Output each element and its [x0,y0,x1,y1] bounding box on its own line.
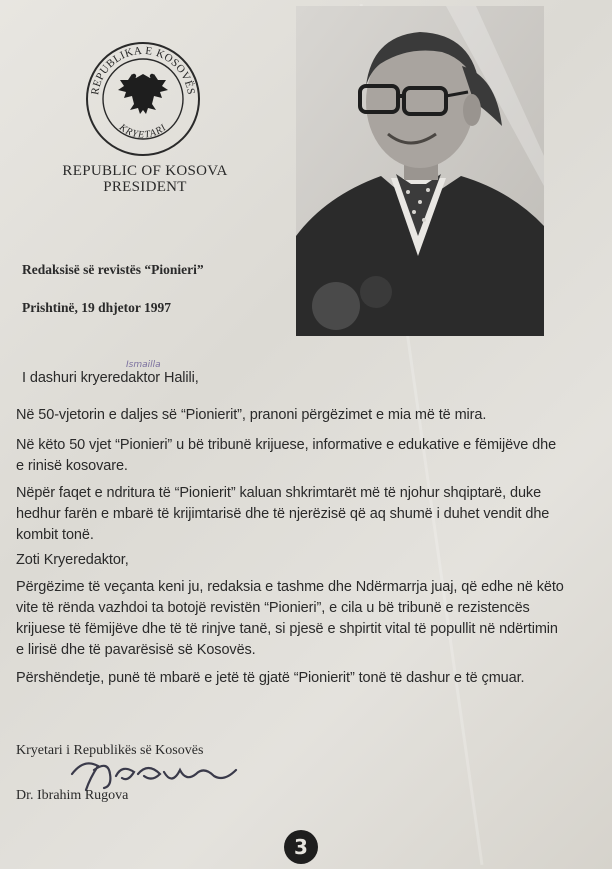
seal-ring-text: REPUBLIKA E KOSOVËS [89,44,197,96]
letter-line: Në këto 50 vjet “Pionieri” u bë tribunë krijuese, informative e edukative e fëmijëve dhe [16,437,557,453]
double-headed-eagle-icon [118,74,168,114]
letter-line: Në 50-vjetorin e daljes së “Pionierit”, pranoni përgëzimet e mia më të mira. [16,407,487,423]
letter-closing: Përshëndetje, punë të mbarë e jetë të gjatë “Pionierit” tonë të dashur e të çmuar. [16,670,525,686]
presidential-seal [84,40,202,158]
page-number: 3 [284,830,318,864]
letter-line: krijuese të fëmijëve dhe të të rinjve tanë, si pjesë e shpirtit vital të popullit në ndërtimin [16,621,558,637]
letter-greeting: Zoti Kryeredaktor, [16,552,129,568]
header-line-1: REPUBLIC OF KOSOVA [62,163,228,179]
letter-line: Nëpër faqet e ndritura të “Pionierit” kaluan shkrimtarët më të njohur shqiptarë, duke [16,485,542,501]
signatory-name: Dr. Ibrahim Rugova [16,788,129,803]
handwritten-note: Ismailla [126,360,161,370]
svg-text:KRYETARI [116,121,169,140]
letter-line: e lirisë dhe të pavarësisë së Kosovës. [16,642,256,658]
letter-line: hedhur farën e mbarë të krijimtarisë dhe të njerëzisë që aq shumë i duhet vendit dhe [16,506,550,522]
salutation: I dashuri kryeredaktor Halili, [22,370,199,386]
portrait-photo [296,6,544,336]
letter-line: e rinisë kosovare. [16,458,128,474]
letter-line: Përgëzime të veçanta keni ju, redaksia e tashme dhe Ndërmarrja juaj, që edhe në këto [16,579,564,595]
place-date: Prishtinë, 19 dhjetor 1997 [22,300,171,315]
letter-line: vite të rënda vazhdoi ta botojë revistën “Pionieri”, e cila u bë tribunë e rezistencës [16,600,530,616]
header-line-2: PRESIDENT [103,179,187,195]
seal-bottom-text: KRYETARI [116,121,170,141]
addressee: Redaksisë së revistës “Pionieri” [22,262,204,277]
signatory-title: Kryetari i Republikës së Kosovës [16,743,204,758]
letter-line: kombit tonë. [16,527,94,543]
